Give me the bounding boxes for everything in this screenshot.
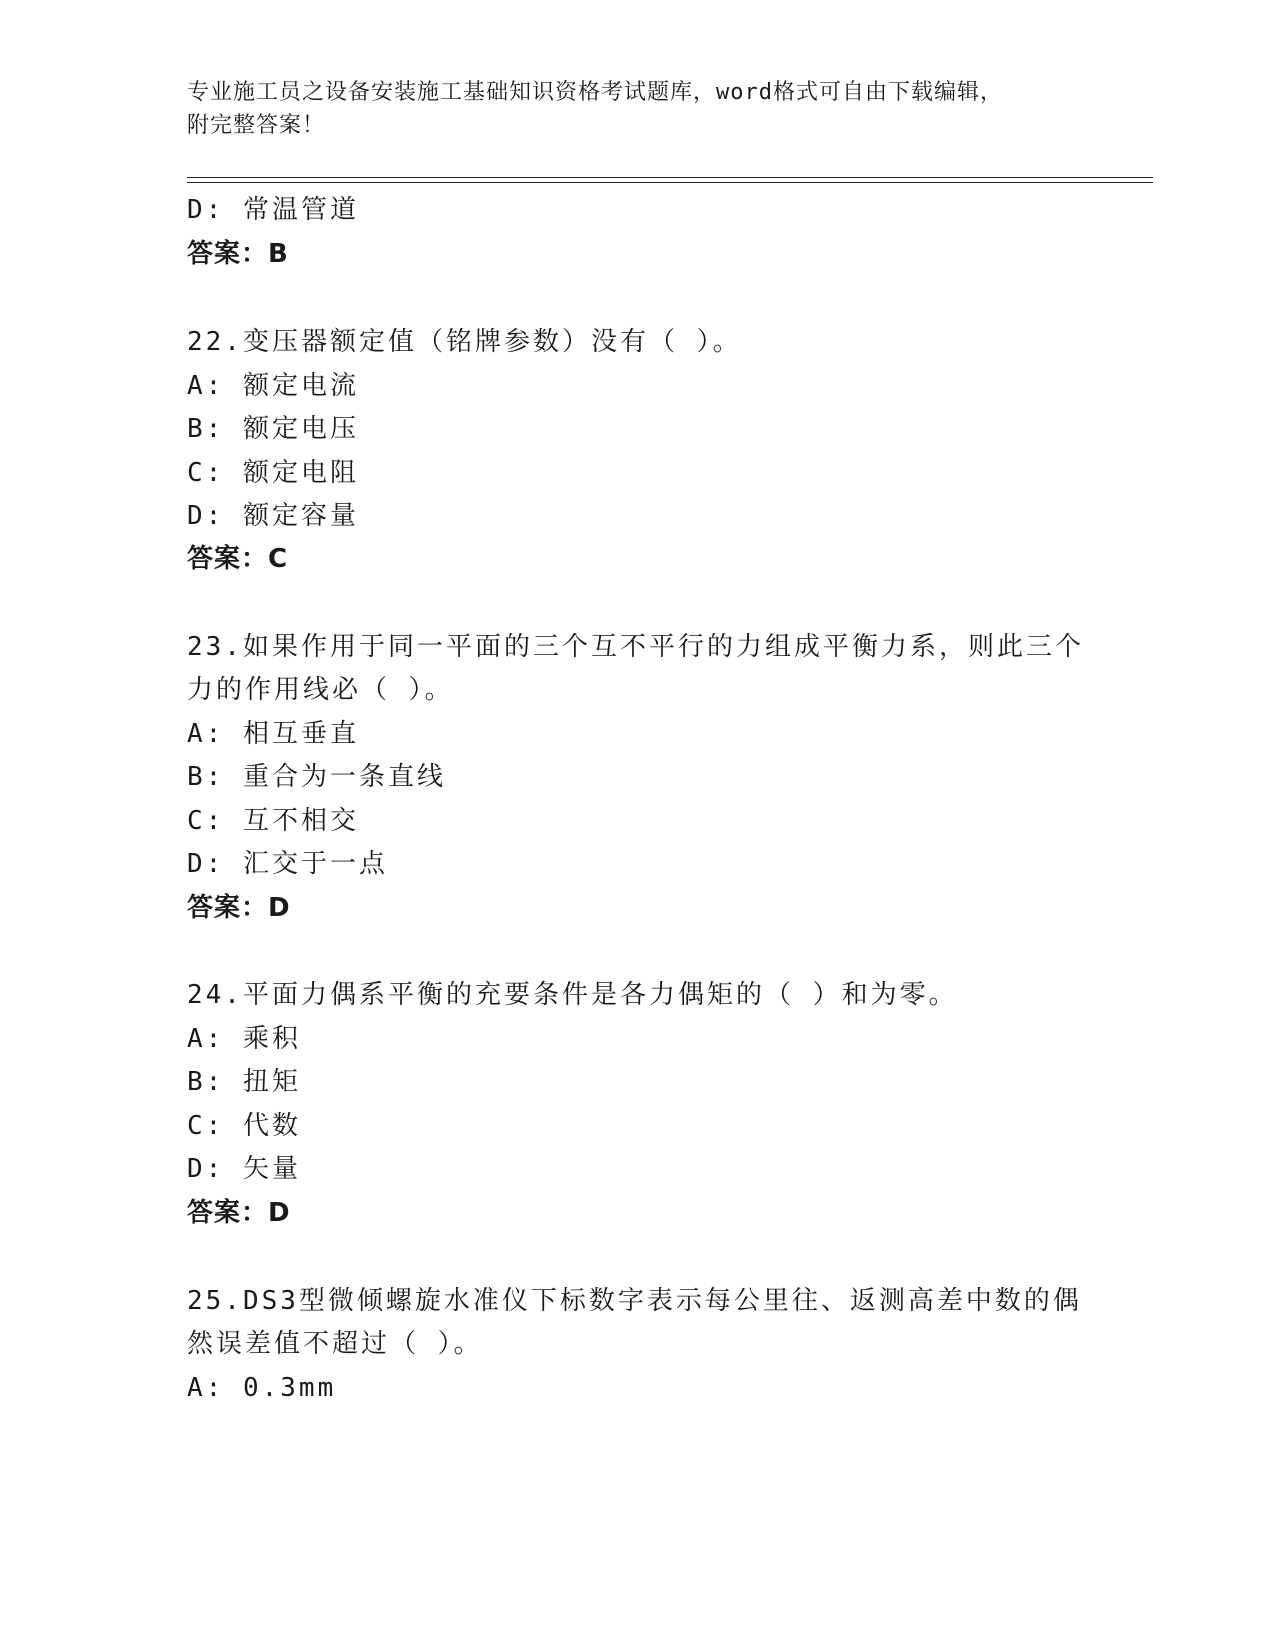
q24-stem-line-1: 24.平面力偶系平衡的充要条件是各力偶矩的（ ）和为零。 <box>187 980 958 1010</box>
header-divider-bottom <box>187 182 1153 183</box>
q24-option-d: D: 矢量 <box>187 1154 301 1184</box>
prev-answer: 答案：B <box>187 239 289 269</box>
q24-option-c: C: 代数 <box>187 1111 301 1141</box>
q23-option-b: B: 重合为一条直线 <box>187 762 446 792</box>
q22-option-d: D: 额定容量 <box>187 501 359 531</box>
q24-answer: 答案：D <box>187 1198 291 1228</box>
q22-answer: 答案：C <box>187 544 289 574</box>
q25-option-a: A: 0.3mm <box>187 1373 337 1403</box>
q23-stem-line-1: 23.如果作用于同一平面的三个互不平行的力组成平衡力系，则此三个 <box>187 632 1084 662</box>
q23-option-a: A: 相互垂直 <box>187 719 359 749</box>
prev-option-d: D: 常温管道 <box>187 195 359 225</box>
q23-answer: 答案：D <box>187 893 291 923</box>
header-divider-top <box>187 177 1153 178</box>
q22-option-b: B: 额定电压 <box>187 414 359 444</box>
q22-option-c: C: 额定电阻 <box>187 458 359 488</box>
q23-option-d: D: 汇交于一点 <box>187 849 388 879</box>
q25-stem-line-1: 25.DS3型微倾螺旋水准仪下标数字表示每公里往、返测高差中数的偶 <box>187 1286 1082 1316</box>
q23-stem-line-2: 力的作用线必（ ）。 <box>187 675 454 705</box>
q25-stem-line-2: 然误差值不超过（ ）。 <box>187 1329 483 1359</box>
q22-stem-line-1: 22.变压器额定值（铭牌参数）没有（ ）。 <box>187 327 742 357</box>
header-line-1: 专业施工员之设备安装施工基础知识资格考试题库，word格式可自由下载编辑， <box>187 80 1003 105</box>
q24-option-b: B: 扭矩 <box>187 1067 301 1097</box>
q23-option-c: C: 互不相交 <box>187 806 359 836</box>
q22-option-a: A: 额定电流 <box>187 371 359 401</box>
document-header <box>187 76 1087 142</box>
q24-option-a: A: 乘积 <box>187 1024 301 1054</box>
header-line-2: 附完整答案！ <box>187 113 326 138</box>
